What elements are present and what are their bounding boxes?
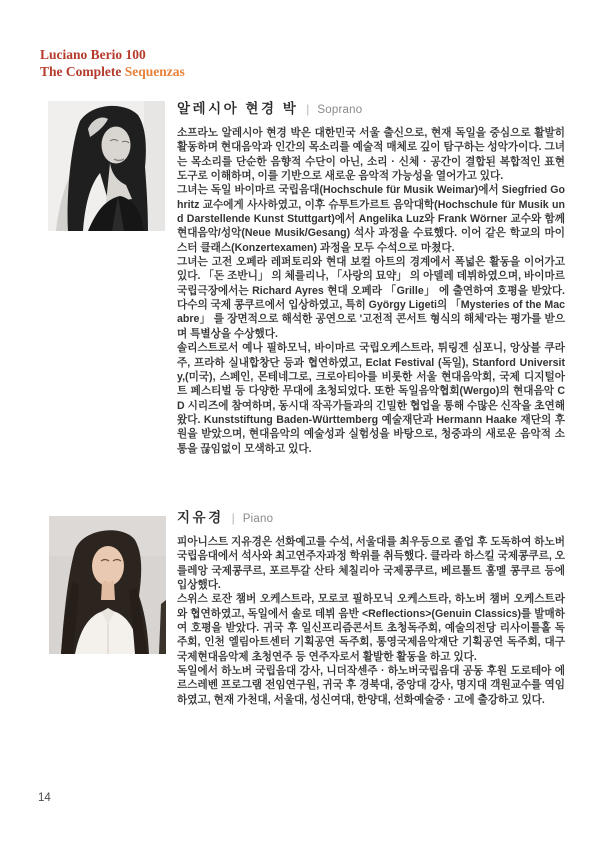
soprano-bio-paragraph: 그녀는 고전 오페라 레퍼토리와 현대 보컬 아트의 경계에서 폭넓은 활동을 이어가고 있다. 「돈 조반니」 의 체를리나, 「사랑의 묘약」 의 아델레 데뷔하였으며, 바이마르 국립극장에서는 Richard Ayres 현대 오페라 「Grille」 에 출연하여 호평을 받았다. 다수의 국제 콩쿠르에서 입상하였고, 특히 György Ligeti의 「Mysteries of the Macabre」 를 장면적으로 해석한 공연으로 '고전적 콘서트 형식의 해체'라는 평가를 받으며 특별상을 수상했다. xyxy=(177,256,565,340)
pianist-portrait-photo xyxy=(49,516,166,654)
page-number: 14 xyxy=(38,792,51,804)
soprano-name-row xyxy=(177,97,565,117)
booklet-title xyxy=(40,46,185,80)
name-role-separator: | xyxy=(306,102,310,116)
soprano-section xyxy=(177,97,565,456)
booklet-title-line1: Luciano Berio 100 xyxy=(40,47,146,62)
booklet-title-line2-dark: The Complete xyxy=(40,64,122,79)
soprano-portrait-image xyxy=(48,101,165,231)
pianist-name: 지유경 xyxy=(177,510,224,525)
pianist-section xyxy=(177,506,565,707)
pianist-portrait-image xyxy=(49,516,166,654)
pianist-bio-text xyxy=(177,535,565,707)
pianist-bio-paragraph: 피아니스트 지유경은 선화예고를 수석, 서울대를 최우등으로 졸업 후 도독하여 하노버 국립음대에서 석사와 최고연주자과정 학위를 취득했다. 클라라 하스킬 국제콩쿠르, 오를레앙 국제콩쿠르, 포르투갈 산타 체칠리아 국제콩쿠르, 베르톨트 훔멜 콩쿠르 등에 입상했다. xyxy=(177,536,565,592)
pianist-bio-paragraph: 독일에서 하노버 국립음대 강사, 니더작센주 · 하노버국립음대 공동 후원 도로테아 에르스레벤 프로그램 전임연구원, 귀국 후 경북대, 중앙대 강사, 명지대 객원교수를 역임하였고, 현재 가천대, 서울대, 성신여대, 한양대, 선화예술중 · 고에 출강하고 있다. xyxy=(177,665,565,706)
soprano-role-label: Soprano xyxy=(317,104,363,116)
soprano-bio-text xyxy=(177,126,565,456)
soprano-bio-paragraph: 그녀는 독일 바이마르 국립음대(Hochschule für Musik Weimar)에서 Siegfried Gohritz 교수에게 사사하였고, 이후 슈투트가르트 음악대학(Hochschule für Musik und Darstellende Kunst Stuttgart)에서 Angelika Luz와 Frank Wörner 교수와 함께 현대음악/성악(Neue Musik/Gesang) 석사 과정을 수료했다. 이어 같은 학교의 마이스터 클래스(Konzertexamen) 과정을 모두 수석으로 마쳤다. xyxy=(177,184,565,254)
pianist-name-row xyxy=(177,506,565,526)
name-role-separator: | xyxy=(231,511,235,525)
soprano-bio-paragraph: 소프라노 알레시아 현경 박은 대한민국 서울 출신으로, 현재 독일을 중심으로 활발히 활동하며 현대음악과 인간의 목소리를 예술적 매체로 깊이 탐구하는 성악가이다. 그녀는 목소리를 단순한 음향적 수단이 아닌, 소리 · 신체 · 공간이 결합된 복합적인 표현 도구로 이해하며, 이를 기반으로 새로운 음악적 가능성을 열어가고 있다. xyxy=(177,127,565,183)
soprano-bio-paragraph: 솔리스트로서 예나 필하모닉, 바이마르 국립오케스트라, 튀링겐 심포니, 앙상블 쿠라주, 프라하 실내합창단 등과 협연하였고, Eclat Festival (독일), Stanford University,(미국), 스페인, 몬테네그로, 크로아티아를 비롯한 서울 현대음악회, 국제 디지털아트 페스티벌 등 다양한 무대에 초청되었다. 또한 독일음악협회(Wergo)의 현대음악 CD 시리즈에 참여하며, 동시대 작곡가들과의 긴밀한 협업을 통해 수많은 신작을 초연해왔다. Kunststiftung Baden-Württemberg 예술재단과 Hermann Haake 재단의 후원을 받았으며, 현대음악의 예술성과 실험성을 바탕으로, 청중과의 새로운 음악적 소통을 끊임없이 모색하고 있다. xyxy=(177,342,565,455)
pianist-bio-paragraph: 스위스 로잔 챔버 오케스트라, 모로코 필하모닉 오케스트라, 하노버 챔버 오케스트라와 협연하였고, 독일에서 솔로 데뷔 음반 <Reflections>(Genuin Classics)를 발매하여 호평을 받았다. 귀국 후 일신프리즘콘서트 초청독주회, 예술의전당 리사이틀홀 독주회, 인천 엘림아트센터 기획공연 독주회, 통영국제음악재단 기획공연 독주회, 대구국제현대음악제 초청연주 등 연주자로서 활발한 활동을 하고 있다. xyxy=(177,593,565,663)
booklet-title-line2-accent: Sequenzas xyxy=(124,64,185,79)
booklet-title-line2 xyxy=(40,63,185,80)
soprano-name: 알레시아 현경 박 xyxy=(177,101,299,116)
pianist-role-label: Piano xyxy=(242,513,274,525)
soprano-portrait-photo xyxy=(48,101,165,231)
